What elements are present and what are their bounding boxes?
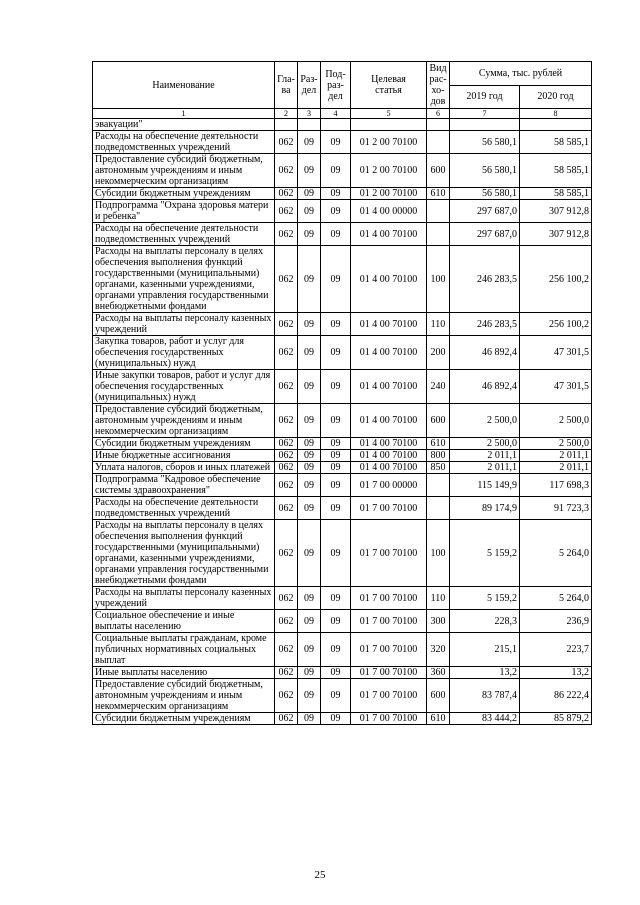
row-sum-2019: 228,3 — [450, 610, 520, 633]
row-chapter: 062 — [275, 497, 298, 520]
row-name: Социальные выплаты гражданам, кроме публичных нормативных социальных выплат — [93, 633, 275, 667]
row-section: 09 — [298, 370, 321, 404]
row-subsection: 09 — [321, 131, 351, 154]
row-subsection: 09 — [321, 336, 351, 370]
row-target-article: 01 2 00 70100 — [351, 188, 427, 200]
row-chapter: 062 — [275, 223, 298, 246]
row-expense-type: 110 — [427, 587, 450, 610]
row-expense-type — [427, 474, 450, 497]
row-name: Иные закупки товаров, работ и услуг для обеспечения государственных (муниципальных) нужд — [93, 370, 275, 404]
row-subsection: 09 — [321, 474, 351, 497]
row-name: Расходы на обеспечение деятельности подведомственных учреждений — [93, 223, 275, 246]
table-row — [93, 497, 592, 520]
row-expense-type: 600 — [427, 679, 450, 713]
row-target-article: 01 7 00 70100 — [351, 520, 427, 587]
table-row — [93, 336, 592, 370]
row-name: Социальное обеспечение и иные выплаты населению — [93, 610, 275, 633]
row-sum-2019: 56 580,1 — [450, 131, 520, 154]
row-chapter: 062 — [275, 336, 298, 370]
row-name: Расходы на обеспечение деятельности подведомственных учреждений — [93, 497, 275, 520]
row-target-article: 01 4 00 70100 — [351, 336, 427, 370]
row-sum-2019: 83 444,2 — [450, 713, 520, 725]
row-sum-2020: 13,2 — [520, 667, 592, 679]
row-target-article: 01 7 00 70100 — [351, 633, 427, 667]
row-chapter: 062 — [275, 246, 298, 313]
row-sum-2019: 46 892,4 — [450, 336, 520, 370]
row-target-article: 01 2 00 70100 — [351, 131, 427, 154]
column-number-row — [93, 109, 592, 119]
col-number: 2 — [275, 109, 298, 119]
row-subsection: 09 — [321, 404, 351, 438]
row-sum-2020 — [520, 119, 592, 131]
table-row — [93, 667, 592, 679]
header-sum: Сумма, тыс. рублей — [450, 62, 592, 86]
row-sum-2020: 5 264,0 — [520, 520, 592, 587]
row-chapter: 062 — [275, 633, 298, 667]
row-target-article: 01 7 00 70100 — [351, 713, 427, 725]
row-subsection: 09 — [321, 313, 351, 336]
header-2019: 2019 год — [450, 85, 520, 109]
row-sum-2019: 56 580,1 — [450, 154, 520, 188]
row-target-article: 01 4 00 70100 — [351, 438, 427, 450]
col-number: 4 — [321, 109, 351, 119]
row-target-article: 01 4 00 70100 — [351, 223, 427, 246]
row-target-article: 01 4 00 70100 — [351, 246, 427, 313]
col-number: 7 — [450, 109, 520, 119]
row-section: 09 — [298, 336, 321, 370]
row-subsection: 09 — [321, 713, 351, 725]
row-chapter: 062 — [275, 667, 298, 679]
table-row — [93, 131, 592, 154]
row-chapter: 062 — [275, 313, 298, 336]
row-target-article: 01 7 00 70100 — [351, 610, 427, 633]
table-row — [93, 246, 592, 313]
row-expense-type: 320 — [427, 633, 450, 667]
row-target-article: 01 4 00 70100 — [351, 313, 427, 336]
header-glava: Гла- ва — [275, 62, 298, 109]
row-section: 09 — [298, 497, 321, 520]
row-name: Уплата налогов, сборов и иных платежей — [93, 462, 275, 474]
table-row — [93, 119, 592, 131]
row-sum-2020: 307 912,8 — [520, 200, 592, 223]
row-sum-2019: 246 283,5 — [450, 313, 520, 336]
col-number: 8 — [520, 109, 592, 119]
header-podrazdel: Под- раз- дел — [321, 62, 351, 109]
table-row — [93, 713, 592, 725]
table-row — [93, 370, 592, 404]
row-expense-type — [427, 131, 450, 154]
page-number: 25 — [314, 869, 326, 881]
row-section — [298, 119, 321, 131]
row-subsection: 09 — [321, 450, 351, 462]
row-name: Закупка товаров, работ и услуг для обеспечения государственных (муниципальных) нужд — [93, 336, 275, 370]
row-sum-2020: 307 912,8 — [520, 223, 592, 246]
col-number: 6 — [427, 109, 450, 119]
row-target-article — [351, 119, 427, 131]
row-name: Субсидии бюджетным учреждениям — [93, 188, 275, 200]
row-subsection: 09 — [321, 370, 351, 404]
table-row — [93, 188, 592, 200]
row-sum-2020: 58 585,1 — [520, 131, 592, 154]
row-target-article: 01 2 00 70100 — [351, 154, 427, 188]
row-chapter: 062 — [275, 450, 298, 462]
row-section: 09 — [298, 223, 321, 246]
row-section: 09 — [298, 404, 321, 438]
row-sum-2019: 13,2 — [450, 667, 520, 679]
row-section: 09 — [298, 438, 321, 450]
row-section: 09 — [298, 679, 321, 713]
row-sum-2019: 5 159,2 — [450, 587, 520, 610]
row-sum-2020: 2 500,0 — [520, 438, 592, 450]
row-name: Предоставление субсидий бюджетным, автономным учреждениям и иным некоммерческим организациям — [93, 404, 275, 438]
row-name: Субсидии бюджетным учреждениям — [93, 713, 275, 725]
table-row — [93, 154, 592, 188]
row-subsection: 09 — [321, 679, 351, 713]
row-expense-type: 240 — [427, 370, 450, 404]
row-sum-2019: 2 500,0 — [450, 438, 520, 450]
row-name: Расходы на выплаты персоналу казенных учреждений — [93, 313, 275, 336]
row-name: Подпрограмма "Охрана здоровья матери и ребенка" — [93, 200, 275, 223]
col-number: 3 — [298, 109, 321, 119]
row-sum-2019: 89 174,9 — [450, 497, 520, 520]
row-target-article: 01 7 00 70100 — [351, 679, 427, 713]
header-2020: 2020 год — [520, 85, 592, 109]
table-row — [93, 200, 592, 223]
row-sum-2020: 2 500,0 — [520, 404, 592, 438]
table-row — [93, 438, 592, 450]
row-section: 09 — [298, 474, 321, 497]
row-chapter: 062 — [275, 438, 298, 450]
row-sum-2020: 58 585,1 — [520, 188, 592, 200]
row-expense-type: 610 — [427, 188, 450, 200]
row-name: Иные бюджетные ассигнования — [93, 450, 275, 462]
row-name: Расходы на выплаты персоналу казенных учреждений — [93, 587, 275, 610]
header-razdel: Раз- дел — [298, 62, 321, 109]
header-target: Целевая статья — [351, 62, 427, 109]
row-subsection — [321, 119, 351, 131]
row-expense-type: 600 — [427, 154, 450, 188]
header-vid: Вид рас- хо- дов — [427, 62, 450, 109]
row-subsection: 09 — [321, 520, 351, 587]
row-expense-type — [427, 200, 450, 223]
row-section: 09 — [298, 154, 321, 188]
row-sum-2019: 115 149,9 — [450, 474, 520, 497]
row-chapter: 062 — [275, 587, 298, 610]
row-chapter: 062 — [275, 713, 298, 725]
table-row — [93, 450, 592, 462]
table-row — [93, 462, 592, 474]
row-target-article: 01 4 00 00000 — [351, 200, 427, 223]
row-sum-2019: 2 500,0 — [450, 404, 520, 438]
row-name: Подпрограмма "Кадровое обеспечение системы здравоохранения" — [93, 474, 275, 497]
row-name: Расходы на обеспечение деятельности подведомственных учреждений — [93, 131, 275, 154]
row-section: 09 — [298, 200, 321, 223]
row-sum-2019: 297 687,0 — [450, 200, 520, 223]
row-subsection: 09 — [321, 587, 351, 610]
row-section: 09 — [298, 313, 321, 336]
table-row — [93, 587, 592, 610]
row-subsection: 09 — [321, 497, 351, 520]
row-target-article: 01 4 00 70100 — [351, 450, 427, 462]
table-row — [93, 223, 592, 246]
col-number: 1 — [93, 109, 275, 119]
row-chapter: 062 — [275, 404, 298, 438]
row-sum-2020: 85 879,2 — [520, 713, 592, 725]
row-name: Иные выплаты населению — [93, 667, 275, 679]
row-chapter: 062 — [275, 462, 298, 474]
row-chapter: 062 — [275, 370, 298, 404]
row-subsection: 09 — [321, 188, 351, 200]
row-subsection: 09 — [321, 154, 351, 188]
row-subsection: 09 — [321, 246, 351, 313]
row-chapter: 062 — [275, 200, 298, 223]
row-target-article: 01 4 00 70100 — [351, 404, 427, 438]
row-chapter: 062 — [275, 610, 298, 633]
row-sum-2020: 2 011,1 — [520, 450, 592, 462]
row-target-article: 01 4 00 70100 — [351, 462, 427, 474]
row-sum-2019: 297 687,0 — [450, 223, 520, 246]
row-sum-2020: 2 011,1 — [520, 462, 592, 474]
row-expense-type: 610 — [427, 713, 450, 725]
row-name: Расходы на выплаты персоналу в целях обеспечения выполнения функций государственными (муниципальными) органами, казенными учреждениями, органами управления государственными внебюджетными фондами — [93, 246, 275, 313]
row-section: 09 — [298, 520, 321, 587]
table-row — [93, 633, 592, 667]
row-chapter: 062 — [275, 679, 298, 713]
row-expense-type: 100 — [427, 246, 450, 313]
row-sum-2020: 256 100,2 — [520, 246, 592, 313]
row-section: 09 — [298, 131, 321, 154]
table-row — [93, 610, 592, 633]
row-chapter: 062 — [275, 188, 298, 200]
row-expense-type: 610 — [427, 438, 450, 450]
row-sum-2020: 58 585,1 — [520, 154, 592, 188]
row-sum-2019: 215,1 — [450, 633, 520, 667]
row-expense-type: 600 — [427, 404, 450, 438]
row-target-article: 01 7 00 00000 — [351, 474, 427, 497]
row-section: 09 — [298, 667, 321, 679]
row-expense-type: 800 — [427, 450, 450, 462]
table-row — [93, 404, 592, 438]
table-row — [93, 313, 592, 336]
row-name: Расходы на выплаты персоналу в целях обеспечения выполнения функций государственными (муниципальными) органами, казенными учреждениями, органами управления государственными внебюджетными фондами — [93, 520, 275, 587]
row-subsection: 09 — [321, 610, 351, 633]
row-section: 09 — [298, 246, 321, 313]
row-chapter: 062 — [275, 154, 298, 188]
row-subsection: 09 — [321, 223, 351, 246]
row-name: эвакуации" — [93, 119, 275, 131]
header-row — [93, 62, 592, 86]
row-sum-2019: 56 580,1 — [450, 188, 520, 200]
row-chapter: 062 — [275, 474, 298, 497]
row-sum-2020: 223,7 — [520, 633, 592, 667]
table-row — [93, 520, 592, 587]
row-target-article: 01 7 00 70100 — [351, 587, 427, 610]
table-row — [93, 474, 592, 497]
row-sum-2019: 2 011,1 — [450, 450, 520, 462]
row-subsection: 09 — [321, 667, 351, 679]
row-section: 09 — [298, 450, 321, 462]
row-section: 09 — [298, 610, 321, 633]
row-subsection: 09 — [321, 633, 351, 667]
row-name: Субсидии бюджетным учреждениям — [93, 438, 275, 450]
row-expense-type: 850 — [427, 462, 450, 474]
row-section: 09 — [298, 587, 321, 610]
row-subsection: 09 — [321, 200, 351, 223]
row-sum-2019: 2 011,1 — [450, 462, 520, 474]
row-section: 09 — [298, 188, 321, 200]
row-sum-2020: 47 301,5 — [520, 370, 592, 404]
row-sum-2019: 46 892,4 — [450, 370, 520, 404]
row-sum-2020: 47 301,5 — [520, 336, 592, 370]
row-expense-type: 200 — [427, 336, 450, 370]
row-sum-2020: 86 222,4 — [520, 679, 592, 713]
row-expense-type: 360 — [427, 667, 450, 679]
row-sum-2020: 117 698,3 — [520, 474, 592, 497]
row-sum-2019: 5 159,2 — [450, 520, 520, 587]
row-expense-type: 100 — [427, 520, 450, 587]
row-sum-2019: 83 787,4 — [450, 679, 520, 713]
row-section: 09 — [298, 713, 321, 725]
row-target-article: 01 4 00 70100 — [351, 370, 427, 404]
row-target-article: 01 7 00 70100 — [351, 497, 427, 520]
row-sum-2019 — [450, 119, 520, 131]
header-name: Наименование — [93, 62, 275, 109]
row-subsection: 09 — [321, 438, 351, 450]
row-section: 09 — [298, 633, 321, 667]
row-chapter: 062 — [275, 520, 298, 587]
row-sum-2020: 256 100,2 — [520, 313, 592, 336]
row-expense-type — [427, 119, 450, 131]
row-sum-2019: 246 283,5 — [450, 246, 520, 313]
row-subsection: 09 — [321, 462, 351, 474]
row-sum-2020: 91 723,3 — [520, 497, 592, 520]
row-expense-type: 110 — [427, 313, 450, 336]
row-target-article: 01 7 00 70100 — [351, 667, 427, 679]
row-sum-2020: 236,9 — [520, 610, 592, 633]
row-chapter — [275, 119, 298, 131]
row-expense-type — [427, 223, 450, 246]
col-number: 5 — [351, 109, 427, 119]
row-name: Предоставление субсидий бюджетным, автономным учреждениям и иным некоммерческим организациям — [93, 679, 275, 713]
row-expense-type — [427, 497, 450, 520]
row-chapter: 062 — [275, 131, 298, 154]
row-name: Предоставление субсидий бюджетным, автономным учреждениям и иным некоммерческим организациям — [93, 154, 275, 188]
row-sum-2020: 5 264,0 — [520, 587, 592, 610]
budget-table — [92, 61, 592, 725]
row-expense-type: 300 — [427, 610, 450, 633]
row-section: 09 — [298, 462, 321, 474]
table-row — [93, 679, 592, 713]
